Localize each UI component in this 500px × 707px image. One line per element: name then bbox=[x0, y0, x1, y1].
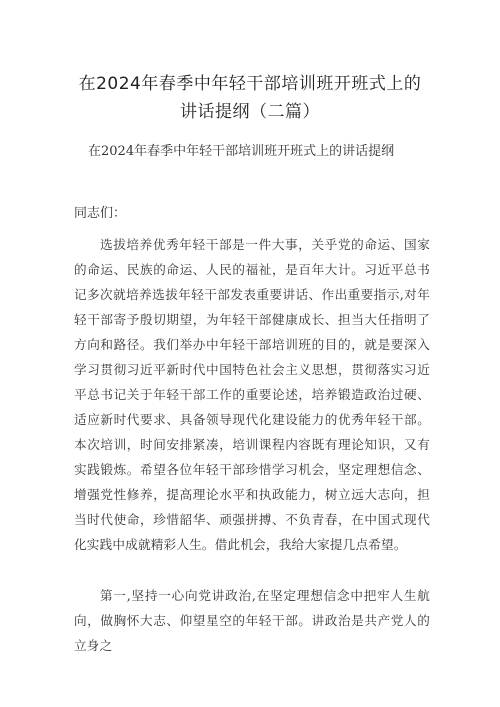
document-subtitle: 在2024年春季中年轻干部培训班开班式上的讲话提纲 bbox=[88, 144, 395, 159]
document-title: 在2024年春季中年轻干部培训班开班式上的讲话提纲（二篇） bbox=[78, 74, 422, 122]
body-paragraph: 选拔培养优秀年轻干部是一件大事，关乎党的命运、国家的命运、民族的命运、人民的福祉，是百年大计。习近平总书记多次就培养选拔年轻干部发表重要讲话、作出重要指示,对年轻干部寄予殷切期望，为年轻干部健康成长、担当大任指明了方向和路径。我们举办中年轻干部培训班的目的，就是要深入学习贯彻习近平新时代中国特色社会主义思想，贯彻落实习近平总书记关于年轻干部工作的重要论述，培养锻造政治过硬、适应新时代要求、具备领导现代化建设能力的优秀年轻干部。本次培训，时间安排紧凑，培训课程内容既有理论知识，又有实践锻炼。希望各位年轻干部珍惜学习机会，坚定理想信念、增强党性修养，提高理论水平和执政能力，树立远大志向，担当时代使命，珍惜韶华、顽强拼搏、不负青春，在中国式现代化实践中成就精彩人生。借此机会，我给大家提几点希望。 bbox=[74, 237, 430, 552]
greeting: 同志们： bbox=[74, 206, 127, 221]
body-paragraph: 第一,坚持一心向党讲政治,在坚定理想信念中把牢人生航向，做胸怀大志、仰望星空的年轻干部。讲政治是共产党人的立身之 bbox=[74, 588, 430, 653]
